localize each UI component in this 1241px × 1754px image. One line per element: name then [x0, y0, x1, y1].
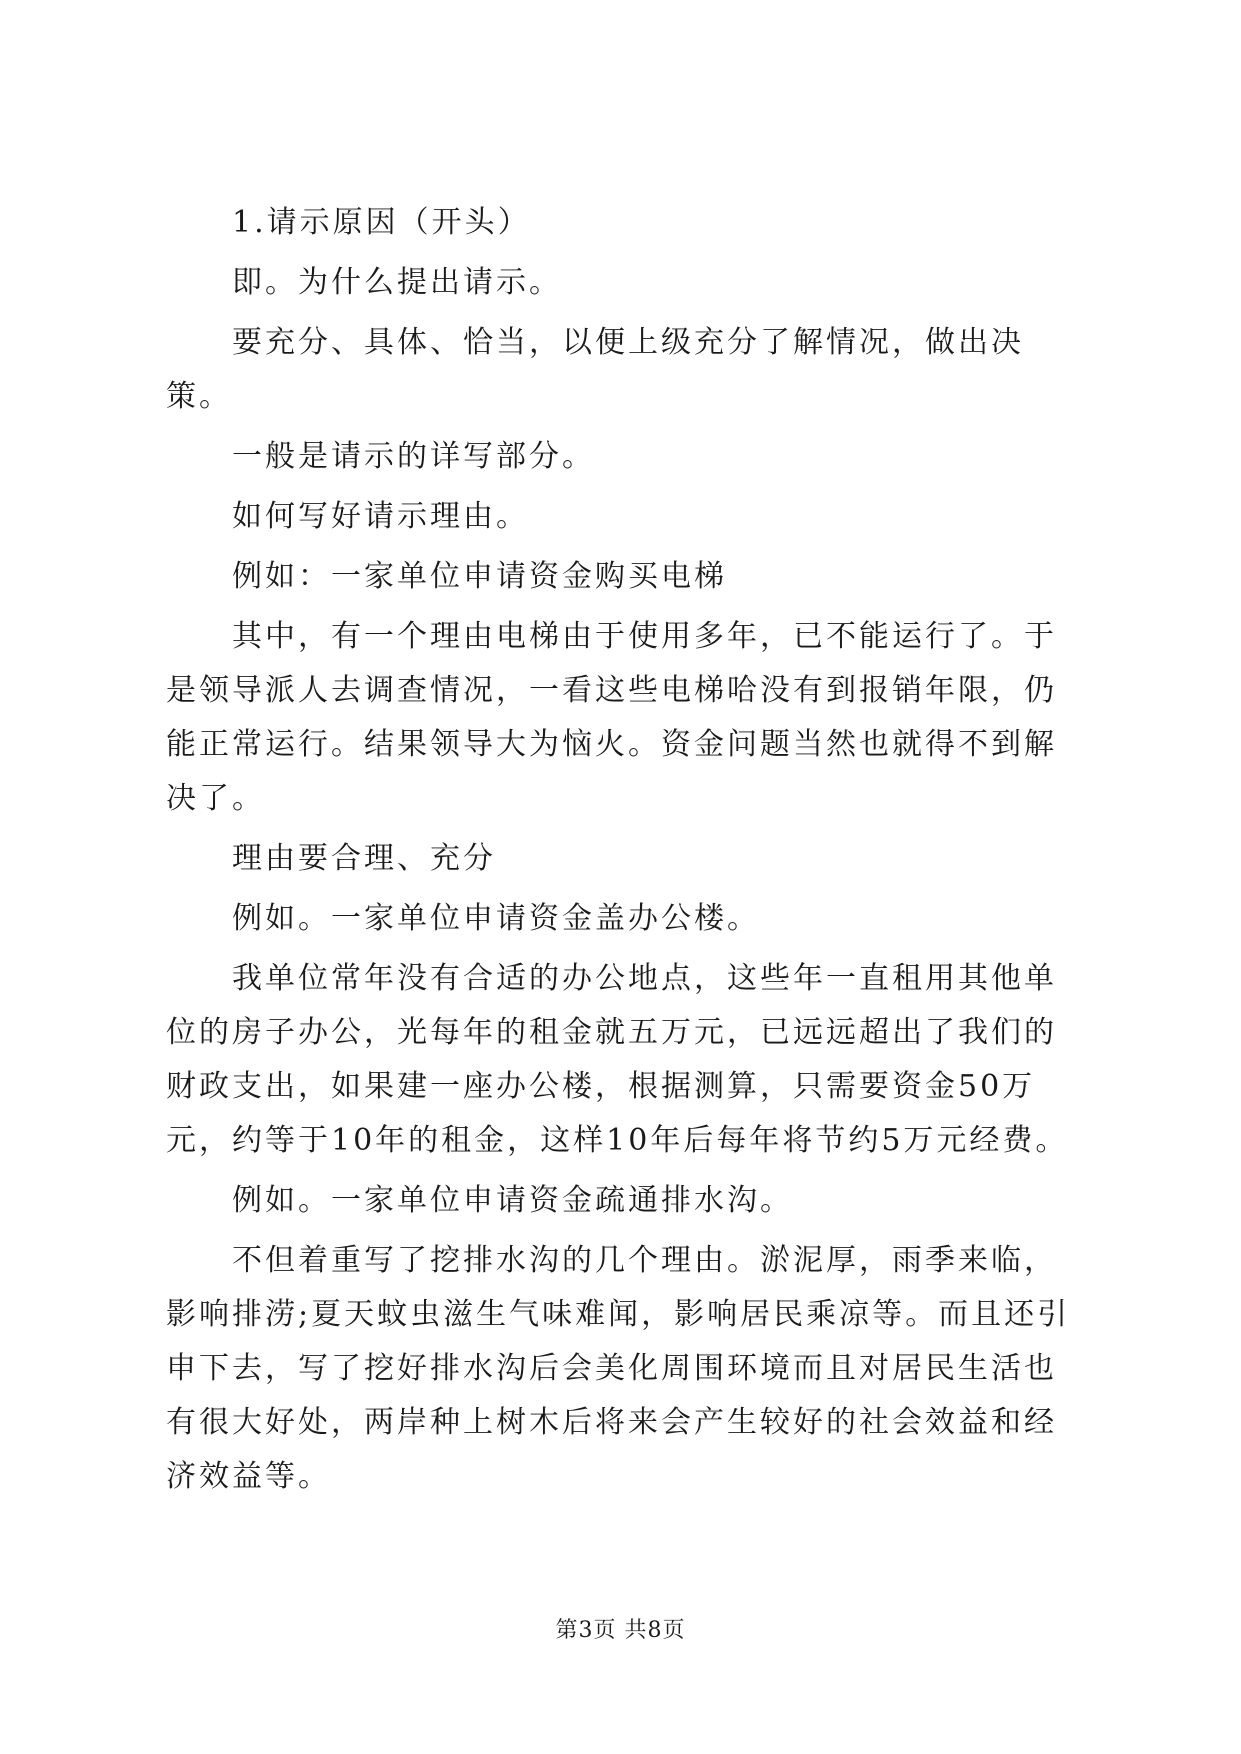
- paragraph-why: 即。为什么提出请示。: [232, 265, 562, 300]
- paragraph-example-drain: 例如。一家单位申请资金疏通排水沟。: [232, 1183, 793, 1218]
- paragraph-reason-heading: 1.请示原因（开头）: [232, 205, 531, 240]
- paragraph-office-story: 我单位常年没有合适的办公地点，这些年一直租用其他单位的房子办公，光每年的租金就五万元，已远远超出了我们的财政支出，如果建一座办公楼，根据测算，只需要资金50万元，约等于10年的租金，这样10年后每年将节约5万元经费。: [166, 961, 1069, 1158]
- page-number-footer: 第3页 共8页: [555, 1618, 686, 1643]
- paragraph-requirements: 要充分、具体、恰当，以便上级充分了解情况，做出决策。: [166, 325, 1024, 414]
- paragraph-elevator-story: 其中，有一个理由电梯由于使用多年，已不能运行了。于是领导派人去调查情况，一看这些电梯哈没有到报销年限，仍能正常运行。结果领导大为恼火。资金问题当然也就得不到解决了。: [166, 619, 1057, 816]
- paragraph-detail-part: 一般是请示的详写部分。: [232, 439, 595, 474]
- paragraph-drain-story: 不但着重写了挖排水沟的几个理由。淤泥厚，雨季来临，影响排涝;夏天蚊虫滋生气味难闻，影响居民乘凉等。而且还引申下去，写了挖好排水沟后会美化周围环境而且对居民生活也有很大好处，两岸种上树木后将来会产生较好的社会效益和经济效益等。: [166, 1243, 1071, 1494]
- paragraph-reason-sound: 理由要合理、充分: [232, 841, 496, 876]
- paragraph-example-elevator: 例如：一家单位申请资金购买电梯: [232, 559, 727, 594]
- paragraph-example-office: 例如。一家单位申请资金盖办公楼。: [232, 901, 760, 936]
- paragraph-how-to: 如何写好请示理由。: [232, 499, 529, 534]
- document-body: [166, 196, 1086, 1510]
